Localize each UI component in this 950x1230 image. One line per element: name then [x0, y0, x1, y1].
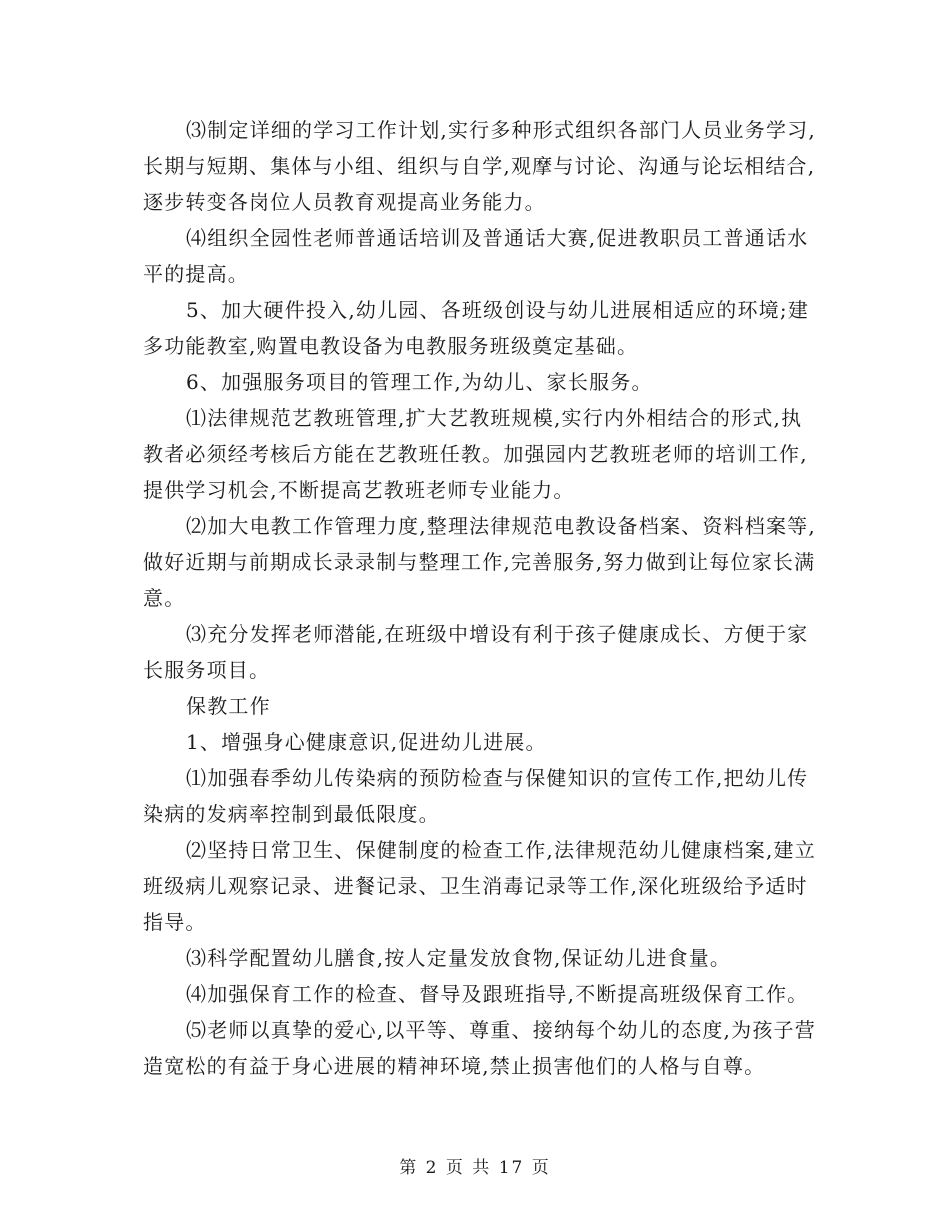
paragraph: 6、加强服务项目的管理工作,为幼儿、家长服务。	[186, 370, 653, 394]
paragraph: ⑸老师以真挚的爱心,以平等、尊重、接纳每个幼儿的态度,为孩子营造宽松的有益于身心进展的精神环境,禁止损害他们的人格与自尊。	[143, 1018, 816, 1078]
paragraph: ⑵坚持日常卫生、保健制度的检查工作,法律规范幼儿健康档案,建立班级病儿观察记录、进餐记录、卫生消毒记录等工作,深化班级给予适时指导。	[143, 838, 816, 934]
section-heading: 保教工作	[186, 694, 271, 718]
paragraph: ⑷加强保育工作的检查、督导及跟班指导,不断提高班级保育工作。	[186, 982, 809, 1006]
paragraph: ⑴加强春季幼儿传染病的预防检查与保健知识的宣传工作,把幼儿传染病的发病率控制到最低限度。	[143, 766, 809, 826]
document-body	[143, 112, 823, 1084]
paragraph: ⑶充分发挥老师潜能,在班级中增设有利于孩子健康成长、方便于家长服务项目。	[143, 622, 809, 682]
paragraph: 1、增强身心健康意识,促进幼儿进展。	[186, 730, 547, 754]
page-number-footer: 第 2 页 共 17 页	[399, 1158, 551, 1178]
paragraph: 5、加大硬件投入,幼儿园、各班级创设与幼儿进展相适应的环境;建多功能教室,购置电教设备为电教服务班级奠定基础。	[143, 298, 810, 358]
paragraph: ⑴法律规范艺教班管理,扩大艺教班规模,实行内外相结合的形式,执教者必须经考核后方能在艺教班任教。加强园内艺教班老师的培训工作,提供学习机会,不断提高艺教班老师专业能力。	[143, 406, 808, 502]
paragraph: ⑶制定详细的学习工作计划,实行多种形式组织各部门人员业务学习,长期与短期、集体与小组、组织与自学,观摩与讨论、沟通与论坛相结合,逐步转变各岗位人员教育观提高业务能力。	[143, 118, 816, 214]
paragraph: ⑵加大电教工作管理力度,整理法律规范电教设备档案、资料档案等,做好近期与前期成长录录制与整理工作,完善服务,努力做到让每位家长满意。	[143, 514, 816, 610]
paragraph: ⑷组织全园性老师普通话培训及普通话大赛,促进教职员工普通话水平的提高。	[143, 226, 809, 286]
paragraph: ⑶科学配置幼儿膳食,按人定量发放食物,保证幼儿进食量。	[186, 946, 732, 970]
